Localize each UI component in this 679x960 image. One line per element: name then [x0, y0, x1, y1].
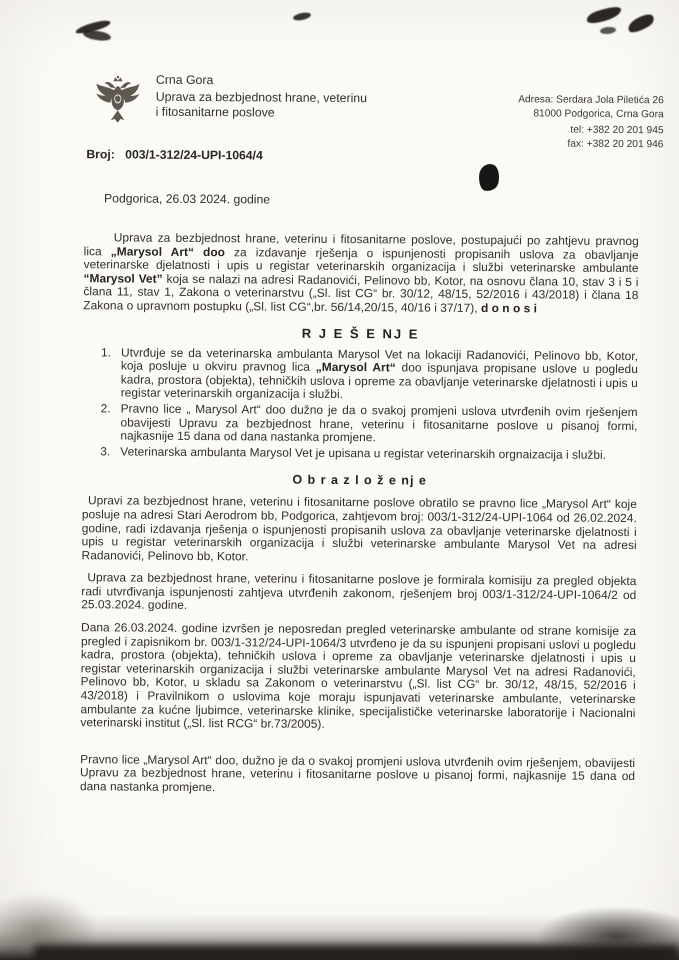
document-number-value: 003/1-312/24-UPI-1064/4 [125, 147, 263, 163]
institution-name-line2: i fitosanitarne poslove [155, 104, 275, 120]
address-block [518, 93, 664, 151]
item-1-seg-1: Utvrđuje se da veterinarska ambulanta Marysol Vet na lokaciji Radanovići, Pelinovo bb, Kotor, koja posluje u okviru pravnog lica [120, 345, 639, 374]
decision-item-1 [101, 346, 638, 404]
item-1-number: 1. [100, 344, 111, 359]
country-name: Crna Gora [155, 72, 214, 88]
clinic-name-marysol-vet: “Marysol Vet” [83, 270, 163, 286]
explanation-paragraph-2: Uprava za bezbjednost hrane, veterinu i fitosanitarne poslove je formirala komisiju za pregled objekta radi utvrđivanja ispunjenosti zahtjeva utvrđenih zakonom, rješenjem broj 003/1-312/24-UPI-1064/2 od 25.03.2024. godine. [81, 570, 637, 613]
address-city: 81000 Podgorica, Crna Gora [533, 107, 664, 120]
address-fax: fax: +382 20 201 946 [567, 138, 664, 150]
coat-of-arms-icon [95, 74, 141, 126]
decision-item-2 [100, 402, 637, 447]
donosi-keyword: d o n o s i [480, 300, 538, 316]
item-3-number: 3. [100, 444, 111, 459]
explanation-title: O b r a z l o ž e nj e [292, 472, 427, 488]
document-number-label: Broj: [86, 147, 115, 162]
intro-text-3: koja se nalazi na adresi Radanovići, Pelinovo bb, Kotor, na osnovu člana 10, stav 3 i 5 i člana 11, stav 1, Zakona o veterinarstvu („Sl. list CG“ br. 30/12, 48/15, 52/2016 i 43/2018) i člana 18 Zakona o upravnom postupku („Sl. list CG“,br. 56/14,20/15, 40/16 i 37/17), [83, 271, 639, 315]
intro-text-1: Uprava za bezbjednost hrane, veterinu i fitosanitarne poslove, postupajući po zahtjevu pravnog lica [83, 230, 639, 258]
explanation-paragraph-4: Pravno lice „Marysol Art“ doo, dužno je da o svakoj promjeni uslova utvrđenih ovim rješenjem, obavijesti Upravu za bezbjednost hrane, veterinu i fitosanitarne poslove u pisanoj formi, najkasnije 15 dana od dana nastanka promjene. [79, 752, 636, 795]
item-1-text [121, 346, 638, 404]
intro-paragraph [83, 231, 639, 316]
explanation-paragraph-1: Upravi za bezbjednost hrane, veterinu i fitosanitarne poslove obratilo se pravno lice „Marysol Art“ koje posluje na adresi Stari Aerodrom bb, Podgorica, zahtjevom broj: 003/1-312/24-UPI-1064 od 26.02.2024. godine, radi izdavanja rješenja o ispunjenosti propisanih uslova za obavljanje veterinarske djelatnosti i upis u registar veterinarskih organizacija i službi veterinarske ambulante Marysol Vet na adresi Radanovići, Pelinovo bb, Kotor. [81, 493, 638, 564]
item-3-text: Veterinarska ambulanta Marysol Vet je upisana u registar veterinarskih orgnaizacija i službi. [120, 444, 607, 462]
item-1-seg-2: doo ispunjava propisane uslove u pogledu kadra, prostora (objekta), tehničkih uslova i opreme za obavljanje veterinarske djelatnosti i upis u registar veterinarskih organizacija i službi. [120, 360, 638, 402]
decision-title: R J E Š E NJ E [301, 325, 420, 342]
address-tel: tel: +382 20 201 945 [570, 124, 664, 137]
institution-name-line1: Uprava za bezbjednost hrane, veterinu [155, 89, 368, 106]
intro-text-2: za izdavanje rješenja o ispunjenosti propisanih uslova za obavljanje veterinarske djelatnosti i upis u registar veterinarskih organizacija i službi veterinarske ambulante [83, 244, 639, 276]
letterhead [95, 72, 664, 150]
item-2-number: 2. [100, 401, 111, 416]
explanation-paragraph-3: Dana 26.03.2024. godine izvršen je neposredan pregled veterinarske ambulante od strane komisije za pregled i zapisnikom br. 003/1-312/24-UPI-1064/3 utvrđeno je da su ispunjeni propisani uslovi u pogledu kadra, prostora (objekta), tehničkih uslova i opreme za obavljanje veterinarske djelatnosti i upis u registar veterinarskih organizacija i službi veterinarske ambulante Marysol Vet na adresi Radanovići, Pelinovo bb, Kotor, u skladu sa Zakonom o veterinarstvu („Sl. list CG“ br. 30/12, 48/15, 52/2016 i 43/2018) i Pravilnikom o uslovima koje moraju ispunjavati veterinarske ambulante, veterinarske ambulante za kućne ljubimce, veterinarske klinike, specijalističke veterinarske laboratorije i Nacionalni veterinarski institut („Sl. list RCG“ br.73/2005). [80, 620, 637, 732]
decision-items [100, 346, 638, 462]
place-and-date: Podgorica, 26.03 2024. godine [104, 191, 271, 207]
company-name-marysol-art: „Marysol Art“ doo [110, 243, 226, 259]
item-1-company-name: „Marysol Art“ [315, 359, 396, 375]
address-street: Adresa: Serdara Jola Piletića 26 [518, 94, 664, 107]
institution-block [156, 73, 368, 120]
item-2-text: Pravno lice „ Marysol Art“ doo dužno je da o svakoj promjeni uslova utvrđenih ovim rješenjem obavijesti Upravu za bezbjednost hrane, veterinu i fitosanitarne poslove u pisanoj formi, najkasnije 15 dana od dana nastanka promjene. [120, 401, 638, 445]
decision-item-3 [100, 445, 637, 462]
